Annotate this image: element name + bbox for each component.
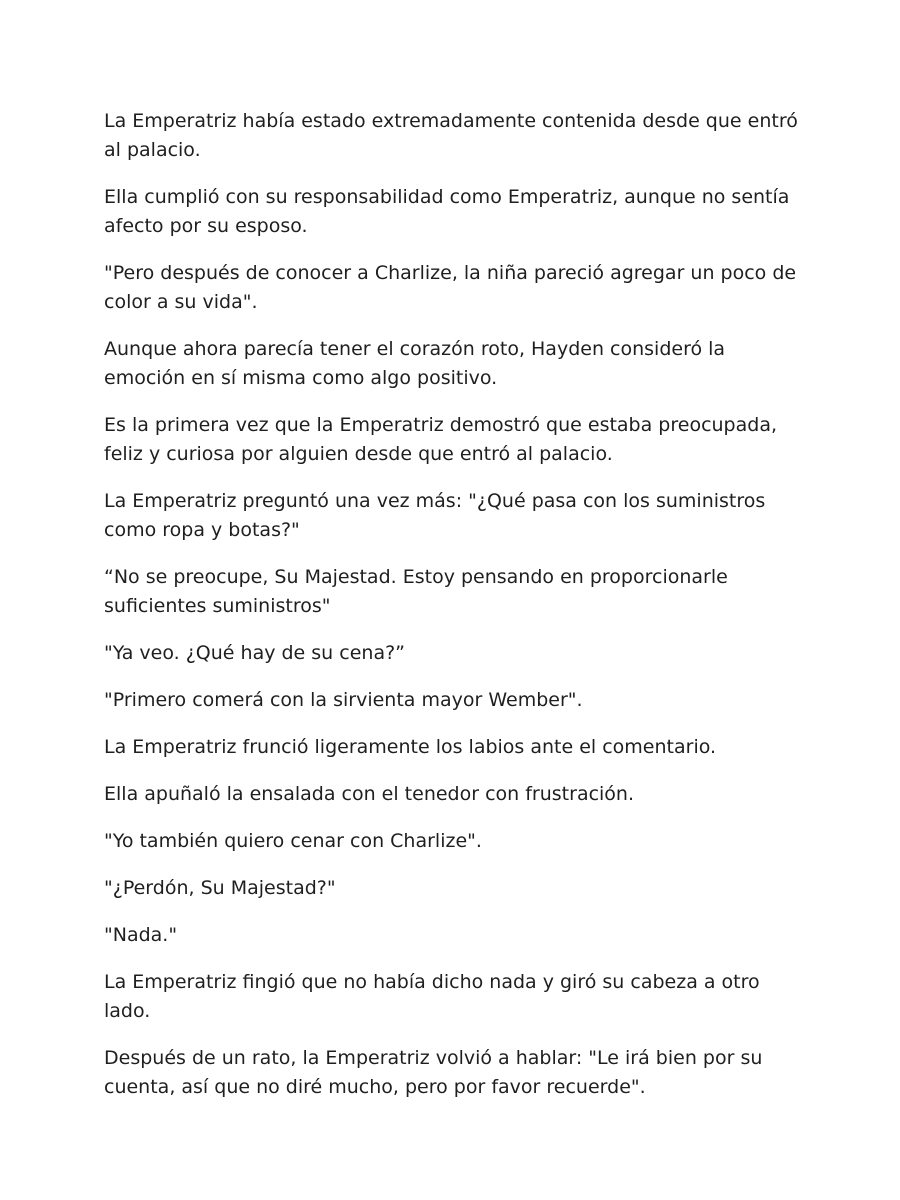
paragraph: Ella cumplió con su responsabilidad como Emperatriz, aunque no sentía afecto por su esposo. — [104, 186, 790, 237]
paragraph: La Emperatriz fingió que no había dicho nada y giró su cabeza a otro lado. — [104, 971, 760, 1022]
paragraph: La Emperatriz preguntó una vez más: "¿Qué pasa con los suministros como ropa y botas?" — [104, 490, 766, 541]
paragraph: Después de un rato, la Emperatriz volvió a hablar: "Le irá bien por su cuenta, así que no diré mucho, pero por favor recuerde". — [104, 1047, 763, 1098]
paragraph: "Nada." — [104, 924, 178, 946]
paragraph: "Ya veo. ¿Qué hay de su cena?” — [104, 642, 406, 664]
paragraph: Aunque ahora parecía tener el corazón roto, Hayden consideró la emoción en sí misma como algo positivo. — [104, 338, 726, 389]
paragraph: Es la primera vez que la Emperatriz demostró que estaba preocupada, feliz y curiosa por alguien desde que entró al palacio. — [104, 414, 778, 465]
paragraph: La Emperatriz frunció ligeramente los labios ante el comentario. — [104, 736, 717, 758]
paragraph: “No se preocupe, Su Majestad. Estoy pensando en proporcionarle suficientes suministros" — [104, 566, 728, 617]
paragraph: Ella apuñaló la ensalada con el tenedor con frustración. — [104, 783, 635, 805]
paragraph: "Pero después de conocer a Charlize, la niña pareció agregar un poco de color a su vida". — [104, 262, 797, 313]
paragraph: "Primero comerá con la sirvienta mayor Wember". — [104, 689, 583, 711]
paragraph: "Yo también quiero cenar con Charlize". — [104, 830, 482, 852]
paragraph: La Emperatriz había estado extremadamente contenida desde que entró al palacio. — [104, 110, 798, 161]
document-body — [104, 107, 804, 1120]
paragraph: "¿Perdón, Su Majestad?" — [104, 877, 336, 899]
